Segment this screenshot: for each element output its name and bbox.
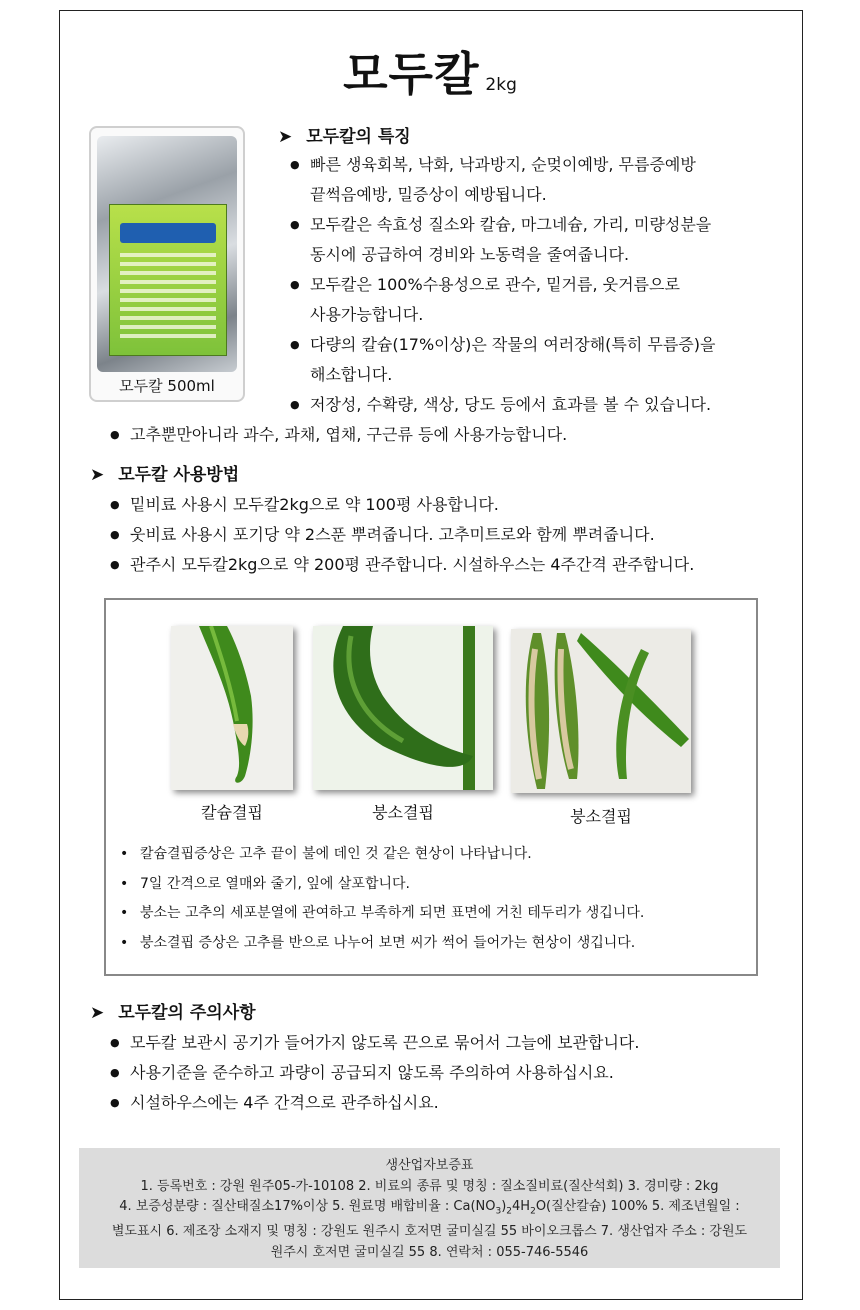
symptom-text: 7일 간격으로 열매와 줄기, 잎에 살포합니다. <box>140 875 410 892</box>
features-list <box>288 150 768 420</box>
footer-line: 1. 등록번호 : 강원 원주05-가-10108 2. 비료의 종류 및 명칭 : 질소질비료(질산석회) 3. 경미량 : 2kg <box>140 1178 719 1194</box>
list-item <box>108 1088 639 1118</box>
usage-heading <box>90 460 239 485</box>
footer-text: O(질산칼슘) 100% 5. 제조년월일 : <box>535 1199 740 1214</box>
bullet-icon: • <box>120 934 129 951</box>
symptom-text: 칼슘결핍증상은 고추 끝이 불에 데인 것 같은 현상이 나타납니다. <box>140 846 532 862</box>
list-item <box>108 1028 639 1058</box>
features-extra-list <box>108 420 567 450</box>
features-heading-text: 모두칼의 특징 <box>306 127 411 147</box>
list-item <box>118 899 644 929</box>
caution-text: 사용기준을 준수하고 과량이 공급되지 않도록 주의하여 사용하십시요. <box>130 1063 614 1082</box>
calcium-deficiency-photo <box>171 626 293 790</box>
usage-text: 밑비료 사용시 모두칼2kg으로 약 100평 사용합니다. <box>130 495 499 514</box>
bullet-icon: ● <box>290 218 300 231</box>
arrow-icon: ➤ <box>90 465 105 485</box>
list-item <box>108 1058 639 1088</box>
footer-text: 4. 보증성분량 : 질산태질소17%이상 5. 원료명 배합비율 : Ca(NO <box>119 1199 496 1214</box>
caution-list <box>108 1028 639 1118</box>
pepper-illustration <box>171 626 293 790</box>
boron-deficiency-photo-2 <box>511 629 691 793</box>
usage-list <box>108 490 694 580</box>
bullet-icon: ● <box>290 278 300 291</box>
footer-text: 4H <box>512 1199 531 1214</box>
usage-heading-text: 모두칼 사용방법 <box>118 465 240 485</box>
footer-subscript: 3 <box>495 1206 502 1217</box>
list-item <box>108 550 694 580</box>
footer-line <box>79 1197 780 1222</box>
list-item <box>118 929 644 959</box>
bullet-icon: • <box>120 875 129 892</box>
product-bag-text-lines <box>120 253 216 343</box>
extra-text: 고추뿐만아니라 과수, 과채, 엽채, 구근류 등에 사용가능합니다. <box>130 425 568 444</box>
caution-heading <box>90 998 256 1023</box>
feature-text: 해소합니다. <box>310 365 393 384</box>
bullet-icon: • <box>120 905 129 921</box>
footer-line: 별도표시 6. 제조장 소재지 및 명칭 : 강원도 원주시 호저면 굴미실길 55 바이오크롭스 7. 생산업자 주소 : 강원도 <box>111 1224 748 1240</box>
photo-caption: 붕소결핍 <box>372 803 434 822</box>
symptom-text: 붕소는 고추의 세포분열에 관여하고 부족하게 되면 표면에 거친 테두리가 생깁니다. <box>140 905 645 921</box>
product-bag-label <box>109 204 227 356</box>
list-item <box>108 420 567 450</box>
footer-line: 원주시 호저면 굴미실길 55 8. 연락처 : 055-746-5546 <box>270 1244 589 1260</box>
bullet-icon: ● <box>110 1096 120 1109</box>
feature-text: 사용가능합니다. <box>310 305 424 324</box>
feature-text: 모두칼은 100%수용성으로 관수, 밑거름, 웃거름으로 <box>310 275 680 294</box>
bullet-icon: ● <box>110 1066 120 1079</box>
boron-deficiency-photo-1 <box>313 626 493 790</box>
feature-text: 동시에 공급하여 경비와 노동력을 줄여줍니다. <box>310 245 630 264</box>
bullet-icon: ● <box>110 428 120 441</box>
footer-subscript: 2 <box>530 1206 536 1217</box>
feature-text: 빠른 생육회복, 낙화, 낙과방지, 순멎이예방, 무름증예방 <box>310 155 696 174</box>
usage-text: 웃비료 사용시 포기당 약 2스푼 뿌려줍니다. 고추미트로와 함께 뿌려줍니다. <box>130 525 655 544</box>
list-item <box>288 210 768 270</box>
pepper-illustration <box>511 629 691 793</box>
page-title-size: 2kg <box>485 75 517 95</box>
arrow-icon: ➤ <box>90 1003 105 1023</box>
caution-text: 모두칼 보관시 공기가 들어가지 않도록 끈으로 묶어서 그늘에 보관합니다. <box>130 1033 640 1052</box>
page-title: 모두칼 <box>343 47 480 101</box>
symptoms-list <box>118 840 644 958</box>
feature-text: 끝썩음예방, 밀증상이 예방됩니다. <box>310 185 547 204</box>
list-item <box>118 840 644 870</box>
photo-caption: 붕소결핍 <box>570 807 632 826</box>
features-heading <box>278 122 411 147</box>
product-image-box <box>89 126 245 402</box>
caution-heading-text: 모두칼의 주의사항 <box>118 1003 256 1023</box>
list-item <box>288 390 768 420</box>
pepper-illustration <box>313 626 493 790</box>
caution-text: 시설하우스에는 4주 간격으로 관주하십시요. <box>130 1093 439 1112</box>
bullet-icon: ● <box>110 498 120 511</box>
footer-title: 생산업자보증표 <box>385 1158 474 1173</box>
product-bag-image <box>97 136 237 372</box>
bullet-icon: ● <box>290 338 300 351</box>
feature-text: 저장성, 수확량, 색상, 당도 등에서 효과를 볼 수 있습니다. <box>310 395 712 414</box>
arrow-icon: ➤ <box>278 127 293 147</box>
bullet-icon: ● <box>290 158 300 171</box>
list-item <box>108 490 694 520</box>
photo-caption: 칼슘결핍 <box>201 803 263 822</box>
product-bag-title-band <box>120 223 216 243</box>
footer-subscript: 2 <box>506 1206 513 1217</box>
list-item <box>118 870 644 900</box>
list-item <box>288 150 768 210</box>
bullet-icon: • <box>120 846 129 862</box>
bullet-icon: ● <box>110 1036 120 1049</box>
product-caption: 모두칼 500ml <box>119 377 215 395</box>
list-item <box>108 520 694 550</box>
list-item <box>288 270 768 330</box>
usage-text: 관주시 모두칼2kg으로 약 200평 관주합니다. 시설하우스는 4주간격 관주합니다. <box>130 555 695 574</box>
title-block <box>0 38 860 104</box>
bullet-icon: ● <box>290 398 300 411</box>
footer-text: ) <box>501 1199 507 1214</box>
symptom-text: 붕소결핍 증상은 고추를 반으로 나누어 보면 씨가 썩어 들어가는 현상이 생깁니다. <box>140 934 636 951</box>
feature-text: 모두칼은 속효성 질소와 칼슘, 마그네슘, 가리, 미량성분을 <box>310 215 712 234</box>
producer-guarantee-footer <box>79 1148 780 1268</box>
list-item <box>288 330 768 390</box>
bullet-icon: ● <box>110 558 120 571</box>
bullet-icon: ● <box>110 528 120 541</box>
feature-text: 다량의 칼슘(17%이상)은 작물의 여러장해(특히 무름증)을 <box>310 335 716 354</box>
